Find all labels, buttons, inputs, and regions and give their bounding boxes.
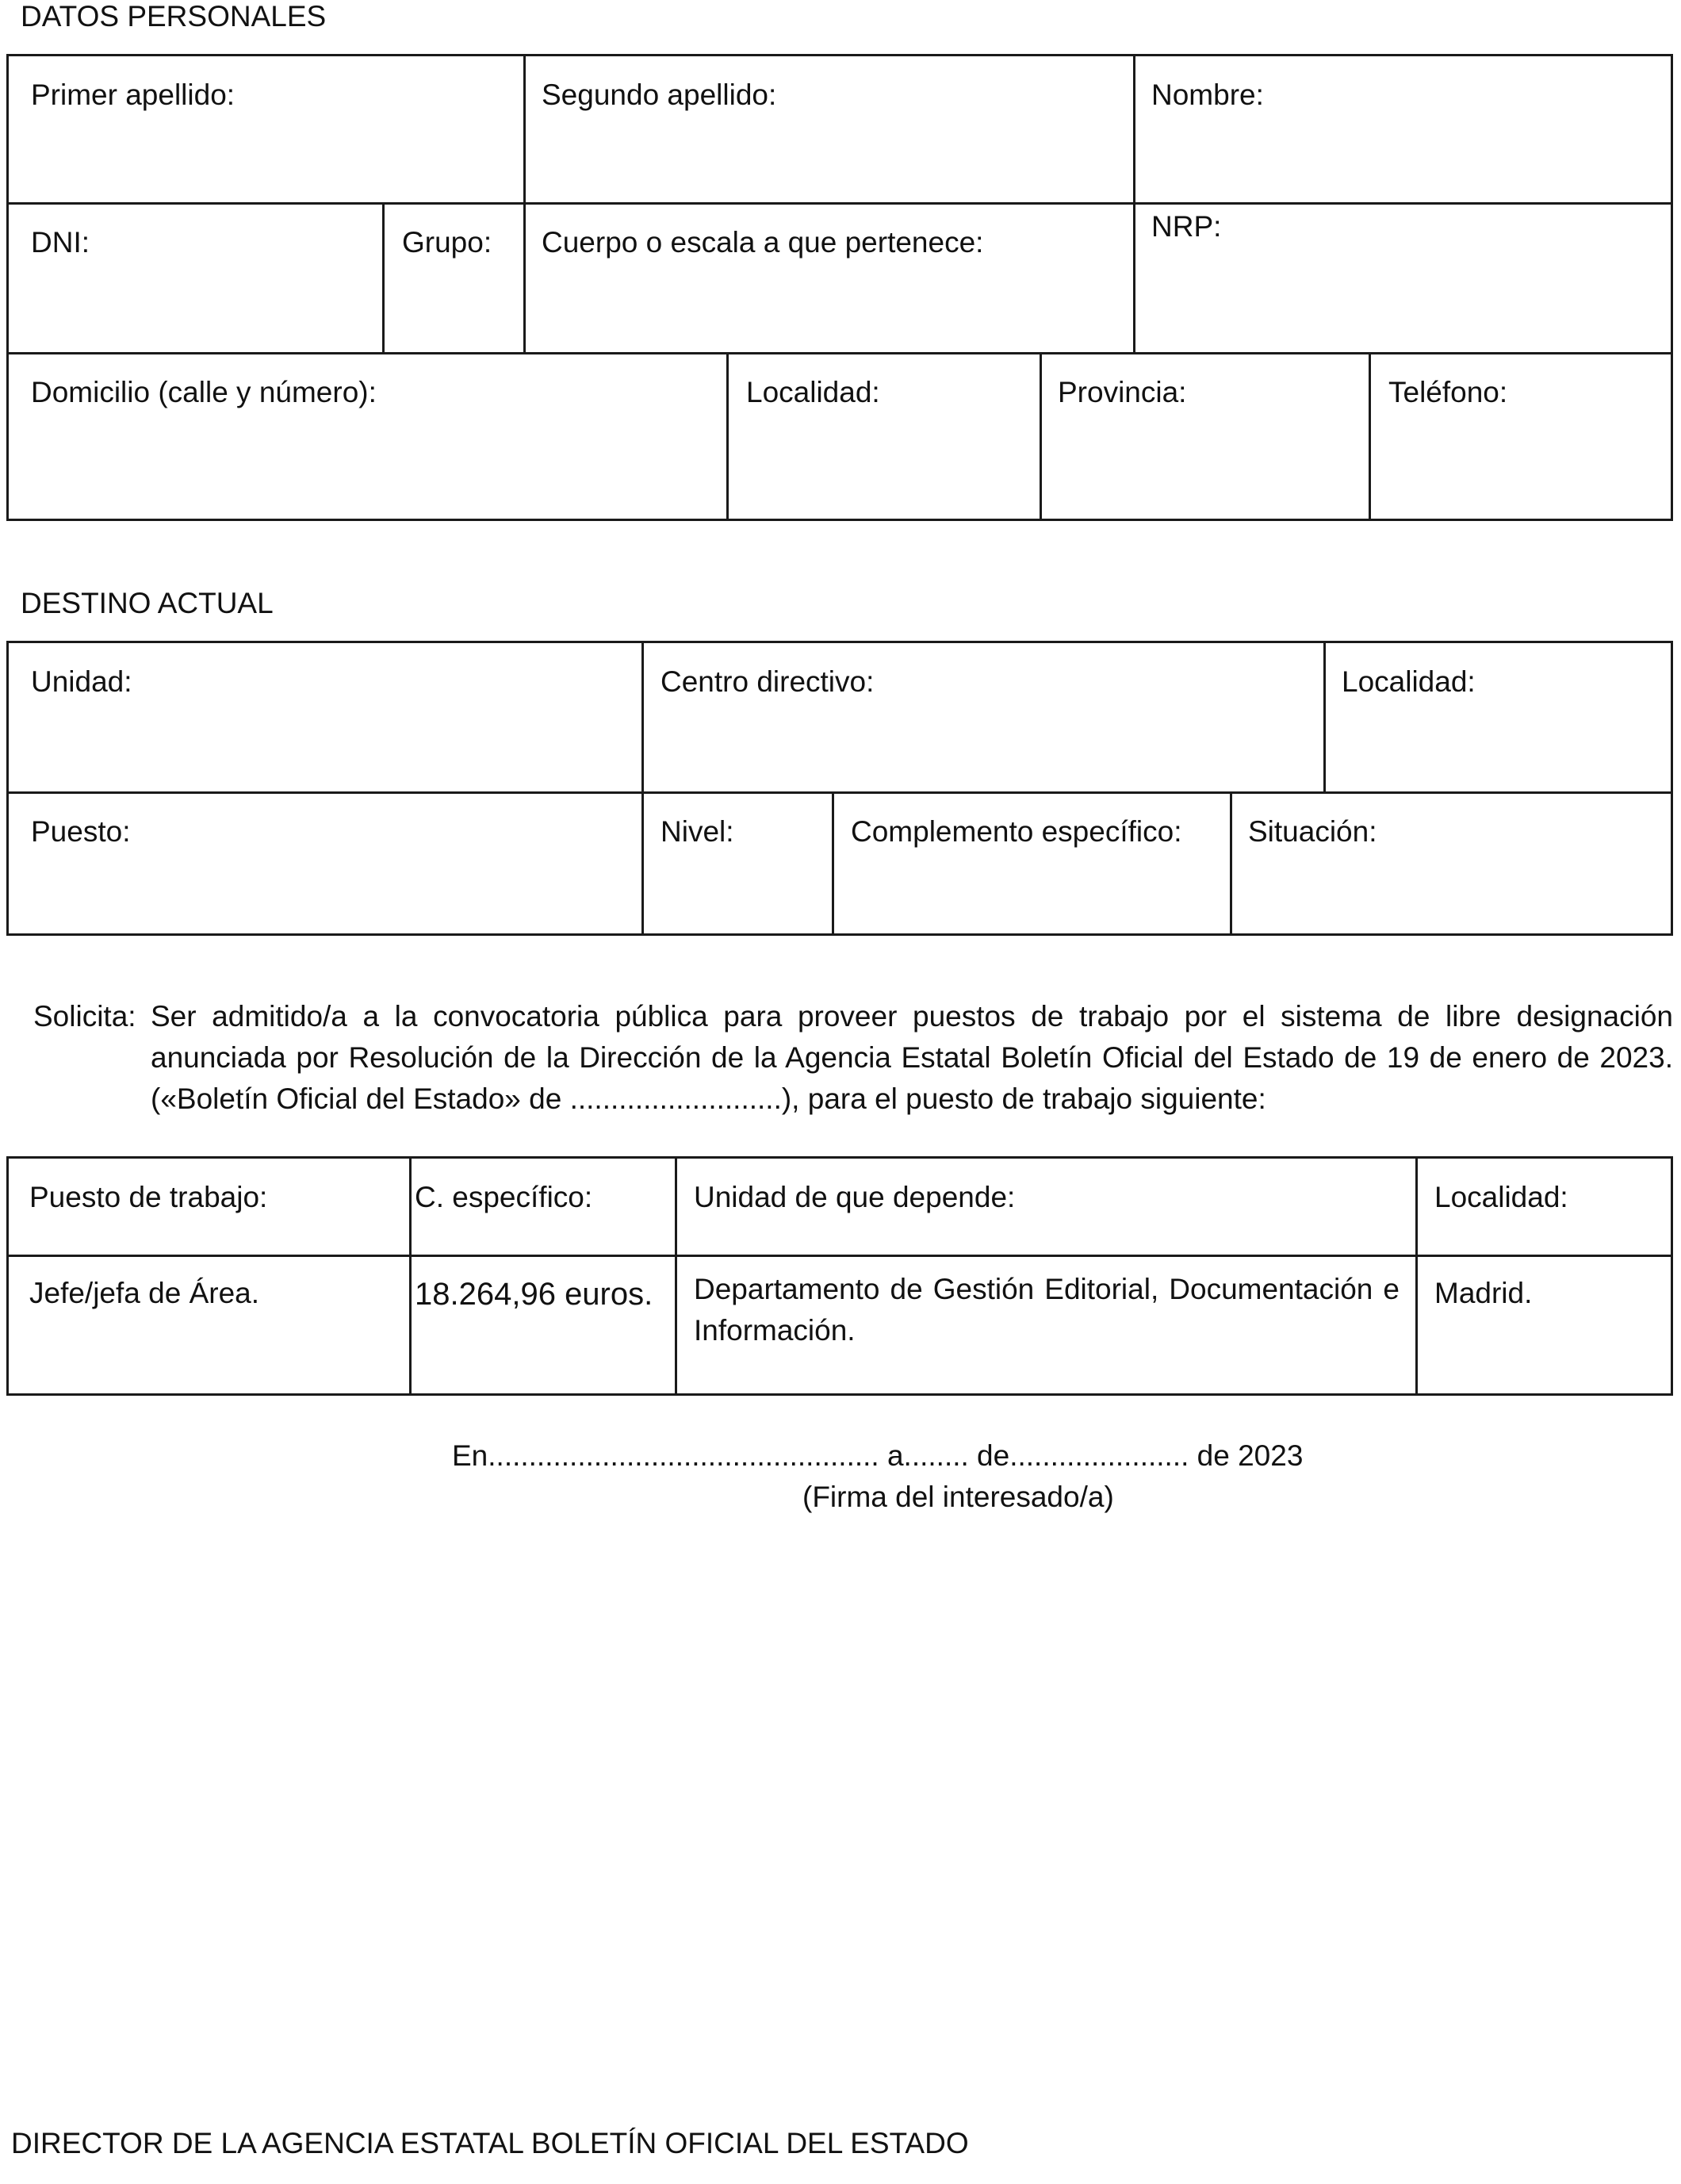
destino-table bbox=[6, 641, 1673, 936]
cell-unidad-value-line-1: Departamento de Gestión Editorial, Documentación e bbox=[694, 1273, 1400, 1305]
cell-puesto-value: Jefe/jefa de Área. bbox=[29, 1277, 260, 1309]
header-puesto-de-trabajo: Puesto de trabajo: bbox=[29, 1181, 268, 1213]
label-destino-localidad: Localidad: bbox=[1342, 665, 1476, 698]
puesto-solicitado-table bbox=[6, 1156, 1673, 1396]
column-divider bbox=[1230, 791, 1232, 933]
row-divider bbox=[9, 202, 1671, 205]
cell-localidad-value: Madrid. bbox=[1434, 1277, 1533, 1309]
label-nivel: Nivel: bbox=[661, 815, 734, 848]
row-divider bbox=[9, 352, 1671, 354]
column-divider bbox=[641, 643, 644, 933]
label-telefono: Teléfono: bbox=[1388, 376, 1508, 408]
column-divider bbox=[1369, 352, 1371, 519]
solicita-text-line-1: Ser admitido/a a la convocatoria pública para proveer puestos de trabajo por el sistema de libre designación bbox=[151, 1000, 1673, 1033]
header-c-especifico: C. específico: bbox=[415, 1181, 593, 1213]
solicita-text-line-2: anunciada por Resolución de la Dirección de la Agencia Estatal Boletín Oficial del Estado de 19 de enero de 2023. bbox=[151, 1041, 1673, 1074]
label-dni: DNI: bbox=[31, 226, 90, 259]
section-heading-destino-actual: DESTINO ACTUAL bbox=[21, 587, 274, 619]
label-unidad: Unidad: bbox=[31, 665, 132, 698]
label-nrp: NRP: bbox=[1151, 210, 1222, 243]
personal-data-table bbox=[6, 54, 1673, 521]
column-divider bbox=[832, 791, 834, 933]
column-divider bbox=[675, 1159, 677, 1393]
label-centro-directivo: Centro directivo: bbox=[661, 665, 875, 698]
section-heading-datos-personales: DATOS PERSONALES bbox=[21, 0, 327, 33]
place-date-line: En................................................ a........ de...................... de 2023 bbox=[452, 1439, 1304, 1472]
director-footer: DIRECTOR DE LA AGENCIA ESTATAL BOLETÍN OFICIAL DEL ESTADO bbox=[11, 2127, 969, 2159]
label-localidad: Localidad: bbox=[746, 376, 880, 408]
label-segundo-apellido: Segundo apellido: bbox=[542, 79, 777, 111]
cell-especifico-value: 18.264,96 euros. bbox=[415, 1277, 653, 1312]
column-divider bbox=[523, 56, 526, 354]
solicita-label: Solicita: bbox=[33, 1000, 136, 1033]
column-divider bbox=[1133, 56, 1135, 354]
column-divider bbox=[1323, 643, 1326, 794]
label-cuerpo-escala: Cuerpo o escala a que pertenece: bbox=[542, 226, 984, 259]
column-divider bbox=[1040, 352, 1042, 519]
column-divider bbox=[382, 202, 385, 354]
label-grupo: Grupo: bbox=[402, 226, 492, 259]
label-puesto: Puesto: bbox=[31, 815, 131, 848]
row-divider bbox=[9, 1255, 1671, 1257]
label-situacion: Situación: bbox=[1248, 815, 1377, 848]
label-domicilio: Domicilio (calle y número): bbox=[31, 376, 377, 408]
header-unidad-depende: Unidad de que depende: bbox=[694, 1181, 1016, 1213]
column-divider bbox=[726, 352, 729, 519]
row-divider bbox=[9, 791, 1671, 794]
header-localidad: Localidad: bbox=[1434, 1181, 1568, 1213]
solicita-text-line-3: («Boletín Oficial del Estado» de ..........................), para el puesto de trabajo siguiente: bbox=[151, 1082, 1266, 1115]
cell-unidad-value-line-2: Información. bbox=[694, 1314, 856, 1347]
label-nombre: Nombre: bbox=[1151, 79, 1264, 111]
column-divider bbox=[409, 1159, 412, 1393]
label-primer-apellido: Primer apellido: bbox=[31, 79, 235, 111]
label-provincia: Provincia: bbox=[1058, 376, 1187, 408]
column-divider bbox=[1415, 1159, 1418, 1393]
label-complemento-especifico: Complemento específico: bbox=[851, 815, 1182, 848]
firma-interesado: (Firma del interesado/a) bbox=[802, 1481, 1114, 1513]
